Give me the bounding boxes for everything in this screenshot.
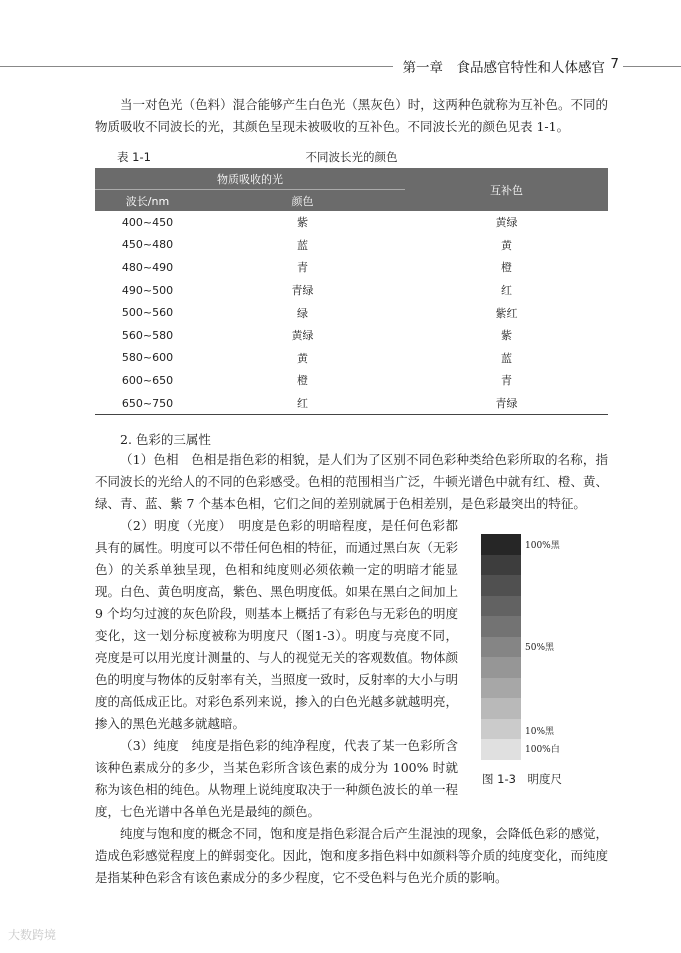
running-header — [0, 54, 681, 78]
cell-complement: 蓝 — [501, 351, 512, 365]
table-row — [95, 347, 608, 370]
cell-color: 红 — [200, 392, 405, 415]
cell-wavelength: 450~480 — [121, 238, 174, 252]
table-title: 不同波长光的颜色 — [305, 150, 398, 164]
chapter-title: 第一章 食品感官特性和人体感官 — [393, 56, 612, 76]
cell-wavelength: 400~450 — [121, 215, 174, 229]
scale-swatch — [481, 698, 521, 719]
purity-paragraph: （3）纯度 纯度是指色彩的纯净程度，代表了某一色彩所含该种色素成分的多少，当某色彩所含该色素的成分为 100% 时就称为该色相的纯色。从物理上说纯度取决于一种颜色波长的单一程度，七色光谱中各单色光是最纯的颜色。 — [95, 738, 458, 819]
cell-complement: 青 — [501, 374, 512, 388]
scale-swatch — [481, 719, 521, 740]
watermark: 大数跨境 — [8, 928, 57, 942]
cell-color: 紫 — [297, 216, 308, 230]
scale-swatch — [481, 739, 521, 760]
scale-swatch — [481, 555, 521, 576]
label-50-black: 50%黑 — [525, 643, 555, 653]
cell-complement: 黄绿 — [495, 216, 518, 230]
cell-complement: 黄 — [501, 238, 512, 252]
table-row — [95, 234, 608, 257]
color-header: 颜色 — [200, 190, 405, 212]
cell-color: 蓝 — [297, 238, 308, 252]
cell-wavelength: 600~650 — [121, 373, 174, 387]
intro-paragraph: 当一对色光（色料）混合能够产生白色光（黑灰色）时，这两种色就称为互补色。不同的物质吸收不同波长的光，其颜色呈现未被吸收的互补色。不同波长光的颜色见表 1-1。 — [95, 97, 608, 134]
table-row — [95, 392, 608, 415]
cell-wavelength: 480~490 — [121, 260, 174, 274]
cell-wavelength: 560~580 — [121, 328, 174, 342]
hue-paragraph: （1）色相 色相是指色彩的相貌，是人们为了区别不同色彩种类给色彩所取的名称，指不同波长的光给人的不同的色彩感受。色相的范围相当广泛，牛顿光谱色中就有红、橙、黄、绿、青、蓝、紫 7 个基本色相，它们之间的差别就属于色相差别，是色彩最突出的特征。 — [95, 452, 608, 511]
group-header: 物质吸收的光 — [95, 168, 405, 190]
cell-complement: 紫 — [501, 329, 512, 343]
label-100-white: 100%白 — [525, 745, 560, 755]
label-10-black: 10%黑 — [525, 727, 555, 737]
cell-wavelength: 650~750 — [95, 392, 200, 415]
scale-swatch — [481, 657, 521, 678]
cell-color: 青绿 — [291, 284, 314, 298]
cell-complement: 紫红 — [495, 306, 518, 320]
page-number: 7 — [606, 56, 623, 72]
cell-color: 绿 — [297, 306, 308, 320]
cell-wavelength: 500~560 — [121, 306, 174, 320]
cell-wavelength: 490~500 — [121, 283, 174, 297]
scale-swatch — [481, 616, 521, 637]
wavelength-table — [95, 168, 608, 415]
scale-swatch — [481, 534, 521, 555]
complement-header: 互补色 — [405, 168, 608, 211]
cell-complement: 红 — [501, 284, 512, 298]
saturation-paragraph: 纯度与饱和度的概念不同，饱和度是指色彩混合后产生混浊的现象，会降低色彩的感觉，造成色彩感觉程度上的鲜弱变化。因此，饱和度多指色料中如颜料等介质的纯度变化，而纯度是指某种色彩含有该色素成分的多少程度，它不受色料与色光介质的影响。 — [95, 826, 608, 885]
section-title: 2. 色彩的三属性 — [120, 432, 211, 447]
table-row — [95, 211, 608, 234]
label-100-black: 100%黑 — [525, 541, 560, 551]
table-row — [95, 279, 608, 302]
cell-wavelength: 580~600 — [121, 351, 174, 365]
figure-caption: 图 1-3 明度尺 — [482, 772, 562, 786]
scale-swatch — [481, 678, 521, 699]
lightness-paragraph: （2）明度（光度） 明度是色彩的明暗程度，是任何色彩都具有的属性。明度可以不带任何色相的特征，而通过黑白灰（无彩色）的关系单独呈现，色相和纯度则必须依赖一定的明暗才能显现。白色、黄色明度高，紫色、黑色明度低。如果在黑白之间加上 9 个均匀过渡的灰色阶段，则基本上概括了有彩色与无彩色的明度变化，这一划分标度被称为明度尺（图1-3）。明度与亮度不同，亮度是可以用光度计测量的、与人的视觉无关的客观数值。物体颜色的明度与物体的反射率有关，当照度一致时，反射率的大小与明度的高低成正比。对彩色系列来说，掺入的白色光越多就越明亮，掺入的黑色光越多就越暗。 — [95, 518, 458, 731]
table-number: 表 1-1 — [117, 150, 151, 164]
table-row — [95, 256, 608, 279]
table-caption — [95, 147, 608, 167]
cell-color: 黄 — [297, 351, 308, 365]
cell-color: 青 — [297, 261, 308, 275]
cell-complement: 青绿 — [405, 392, 608, 415]
cell-color: 黄绿 — [291, 329, 314, 343]
scale-swatch — [481, 575, 521, 596]
scale-swatch — [481, 596, 521, 617]
scale-swatch — [481, 637, 521, 658]
table-row — [95, 324, 608, 347]
wavelength-header: 波长/nm — [95, 190, 200, 212]
cell-complement: 橙 — [501, 261, 512, 275]
table-row — [95, 369, 608, 392]
lightness-scale — [481, 534, 521, 760]
table-row — [95, 301, 608, 324]
cell-color: 橙 — [297, 374, 308, 388]
